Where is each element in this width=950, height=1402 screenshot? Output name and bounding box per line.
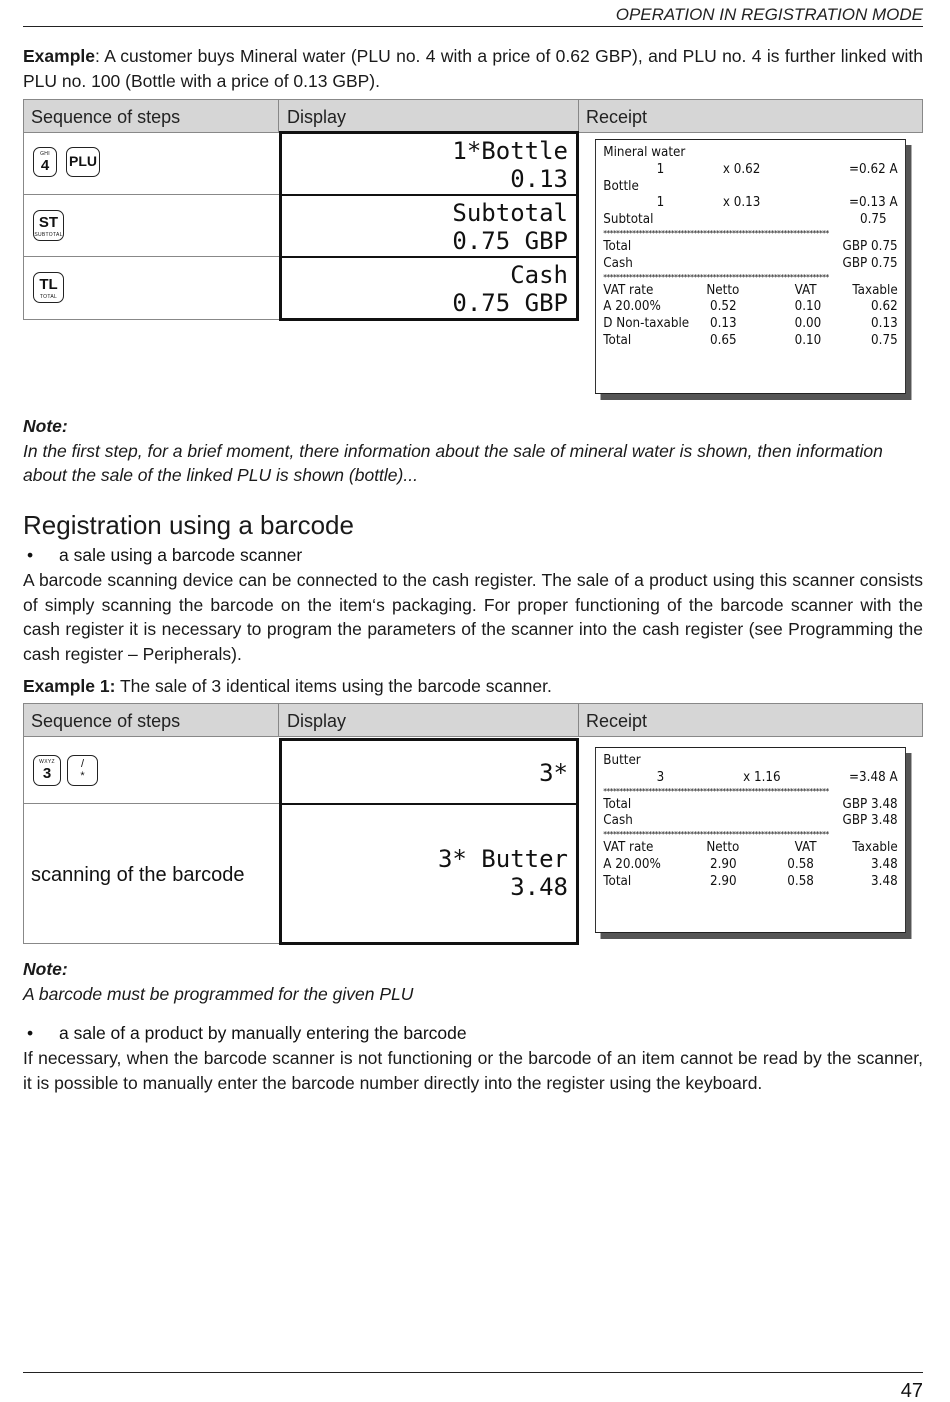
- example-intro: [23, 44, 923, 93]
- key-total: TL TOTAL: [33, 272, 64, 303]
- step-row: [24, 133, 280, 195]
- display-cell: Cash 0.75 GBP: [452, 261, 568, 317]
- example-1: [23, 674, 923, 699]
- note-text: In the first step, for a brief moment, there information about the sale of mineral water is shown, then information about the sale of the linked PLU is shown (bottle)...: [23, 440, 883, 486]
- page-number: 47: [900, 1380, 923, 1402]
- steps-table-1: [23, 99, 923, 399]
- key-plu: PLU: [66, 147, 100, 177]
- note-title: Note:: [23, 959, 68, 979]
- bullet-item: • a sale of a product by manually entering the barcode: [27, 1023, 467, 1043]
- final-paragraph: If necessary, when the barcode scanner is not functioning or the barcode of an item cannot be read by the scanner, it is possible to manually enter the barcode number directly into the register using the keyboard.: [23, 1048, 923, 1093]
- section-paragraph: A barcode scanning device can be connected to the cash register. The sale of a product using this scanner consists of simply scanning the barcode on the item‘s packaging. For proper functioning of the barcode scanner with the cash register it is necessary to program the parameters of the scanner into the cash register (see Programming the cash register – Peripherals).: [23, 570, 923, 664]
- step-row: [24, 195, 280, 257]
- steps-column: [23, 133, 280, 320]
- example-1-text: The sale of 3 identical items using the barcode scanner.: [115, 676, 552, 696]
- key-multiply: / *: [67, 755, 98, 786]
- display-cell: Subtotal 0.75 GBP: [282, 196, 576, 258]
- col-display-header: Display: [287, 711, 347, 731]
- display-column: [279, 738, 579, 945]
- example-label: Example: [23, 46, 95, 66]
- bullet-item: • a sale using a barcode scanner: [27, 545, 303, 565]
- steps-table-2: [23, 703, 923, 948]
- col-steps-header: Sequence of steps: [31, 107, 181, 127]
- step-row: [24, 257, 280, 319]
- note-text: A barcode must be programmed for the given PLU: [23, 983, 414, 1004]
- footer-rule: [23, 1372, 923, 1373]
- receipt-1: Mineral water 1 x 0.62 =0.62 A Bottle 1 x 0.13 =0.13 A Subtotal 0.75 ********************************************************************** Total GBP 0.75 Cash GBP 0.75 ********************************************************************** VAT rate Netto VAT Taxable A 20.00% 0.52 0.10 0.62 D Non-taxable 0.13 0.00 0.13 Total 0.65 0.10 0.75: [595, 139, 906, 394]
- note-2: [23, 957, 923, 1006]
- table-header: [23, 703, 923, 737]
- steps-column: [23, 737, 280, 944]
- step-row: [24, 737, 280, 804]
- example-1-label: Example 1:: [23, 676, 116, 696]
- note-1: [23, 414, 923, 488]
- display-cell: 1*Bottle 0.13: [282, 134, 576, 196]
- note-title: Note:: [23, 416, 68, 436]
- display-cell: 3* Butter 3.48: [437, 845, 568, 901]
- key-4: GHI 4: [33, 147, 57, 177]
- col-receipt-header: Receipt: [586, 107, 648, 127]
- col-receipt-header: Receipt: [586, 711, 648, 731]
- display-cell: 3*: [282, 741, 576, 805]
- col-display-header: Display: [287, 107, 347, 127]
- key-3: WXYZ 3: [33, 755, 61, 786]
- step-scan-label: scanning of the barcode: [31, 864, 245, 886]
- display-column: [279, 131, 579, 321]
- col-steps-header: Sequence of steps: [31, 711, 181, 731]
- table-header: [23, 99, 923, 133]
- key-subtotal: ST SUBTOTAL: [33, 210, 64, 241]
- running-header: OPERATION IN REGISTRATION MODE: [23, 4, 923, 27]
- step-row: [24, 804, 280, 944]
- example-text: : A customer buys Mineral water (PLU no. 4 with a price of 0.62 GBP), and PLU no. 4 is further linked with PLU no. 100 (Bottle with a price of 0.13 GBP).: [23, 46, 923, 91]
- receipt-2: Butter 3 x 1.16 =3.48 A ********************************************************************** Total GBP 3.48 Cash GBP 3.48 ********************************************************************** VAT rate Netto VAT Taxable A 20.00% 2.90 0.58 3.48 Total 2.90 0.58 3.48: [595, 747, 906, 933]
- section-heading: Registration using a barcode: [23, 510, 354, 540]
